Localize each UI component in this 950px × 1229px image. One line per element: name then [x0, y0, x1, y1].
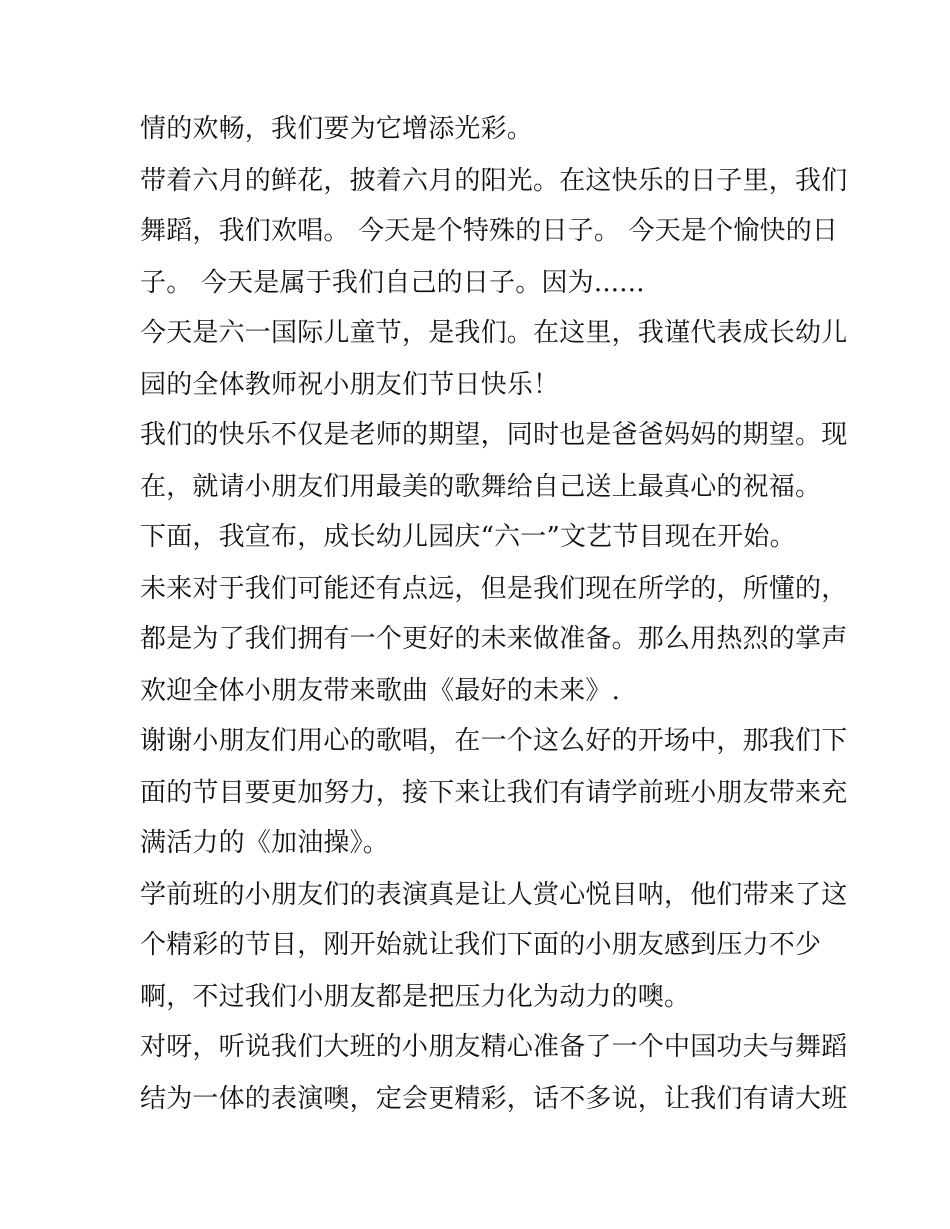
text-line: 下面，我宣布，成长幼儿园庆“六一”文艺节目现在开始。	[140, 522, 796, 552]
text-line: 在，就请小朋友们用最美的歌舞给自己送上最真心的祝福。	[140, 472, 822, 502]
text-line: 结为一体的表演噢，定会更精彩，话不多说，让我们有请大班	[140, 1084, 848, 1114]
text-line: 情的欢畅，我们要为它增添光彩。	[140, 114, 534, 144]
text-line: 园的全体教师祝小朋友们节日快乐！	[140, 370, 560, 400]
text-line: 个精彩的节目，刚开始就让我们下面的小朋友感到压力不少	[140, 930, 822, 960]
text-line: 学前班的小朋友们的表演真是让人赏心悦目呐，他们带来了这	[140, 880, 848, 910]
text-line: 我们的快乐不仅是老师的期望，同时也是爸爸妈妈的期望。现	[140, 420, 848, 450]
text-line: 带着六月的鲜花，披着六月的阳光。在这快乐的日子里，我们	[140, 166, 848, 196]
text-line: 对呀，听说我们大班的小朋友精心准备了一个中国功夫与舞蹈	[140, 1032, 848, 1062]
text-line: 今天是六一国际儿童节，是我们。在这里，我谨代表成长幼儿	[140, 318, 848, 348]
text-line: 子。 今天是属于我们自己的日子。因为......	[140, 268, 645, 298]
text-line: 谢谢小朋友们用心的歌唱，在一个这么好的开场中，那我们下	[140, 726, 848, 756]
text-line: 未来对于我们可能还有点远，但是我们现在所学的，所懂的，	[140, 574, 848, 604]
text-line: 啊，不过我们小朋友都是把压力化为动力的噢。	[140, 982, 691, 1012]
text-line: 面的节目要更加努力，接下来让我们有请学前班小朋友带来充	[140, 778, 848, 808]
text-line: 都是为了我们拥有一个更好的未来做准备。那么用热烈的掌声	[140, 624, 848, 654]
text-line: 舞蹈，我们欢唱。 今天是个特殊的日子。 今天是个愉快的日	[140, 216, 839, 246]
text-line: 欢迎全体小朋友带来歌曲《最好的未来》.	[140, 676, 621, 706]
text-line: 满活力的《加油操》。	[140, 828, 390, 858]
